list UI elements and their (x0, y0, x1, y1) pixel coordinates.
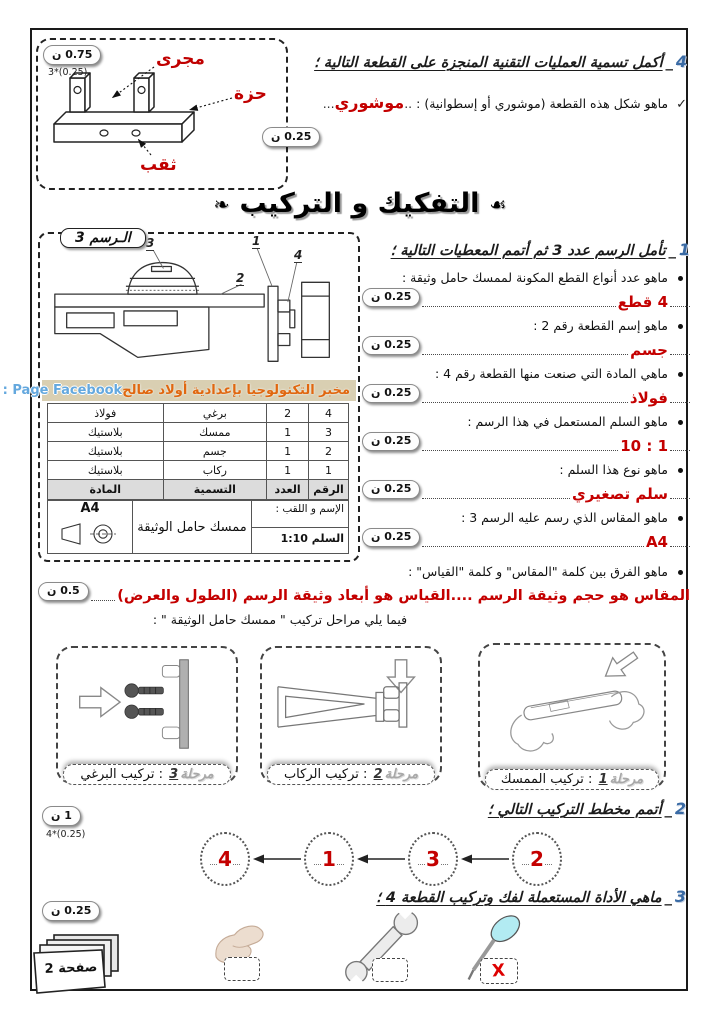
question-text: ماهو نوع هذا السلم : (559, 462, 668, 477)
question-item (362, 366, 690, 407)
arrow-left-icon (355, 852, 407, 866)
watermark-strip (2, 380, 356, 401)
step-caption: مرحلة2 : تركيب الركاب (267, 764, 435, 785)
document-holder-assembly-drawing (41, 234, 355, 380)
score-detail: 3*(0.25) (48, 67, 88, 78)
score-badge: 0.25 ن (362, 480, 420, 499)
question-1-block (362, 240, 690, 551)
score-badge: 0.25 ن (362, 432, 420, 451)
score-badge: 0.25 ن (362, 288, 420, 307)
paper-format: A4 (80, 501, 100, 516)
question-text: ماهو السلم المستعمل في هذا الرسم : (467, 414, 668, 429)
table-row: 2 1 جسم بلاستيك (48, 442, 349, 461)
question-1-heading: 1_تأمل الرسم عدد 3 ثم أتمم المعطيات التالية ؛ (390, 240, 690, 259)
label-groove: مجرى (156, 49, 205, 69)
question-item (362, 270, 690, 311)
question-3-heading: 3_ماهي الأداة المستعملة لفك وتركيب القطعة 4 ؛ (376, 887, 686, 906)
part-number-3: 3 (146, 236, 155, 250)
step-box-3 (56, 646, 238, 784)
step-caption: مرحلة3 : تركيب البرغي (63, 764, 231, 785)
question-text: ماهو عدد أنواع القطع المكونة لممسك حامل وثيقة : (402, 270, 668, 285)
watermark-english: Page Facebook : (2, 383, 123, 398)
wrench-checkbox[interactable] (372, 958, 408, 982)
question-text: ماهو المقاس الذي رسم عليه الرسم 3 : (461, 510, 668, 525)
bullet-icon (678, 516, 683, 521)
sequence-circle: 3 (408, 832, 458, 886)
table-header-row: الرقم العدد التسمية المادة (48, 480, 349, 500)
question-item (362, 510, 690, 551)
watermark-arabic: مخبر التكنولوجيا بإعدادية أولاد صالح (122, 383, 350, 398)
sequence-circle: 2 (512, 832, 562, 886)
step-box-2 (260, 646, 442, 784)
shape-question-text: ماهو شكل هذه القطعة (موشوري أو إسطوانية) : (416, 96, 669, 111)
shape-answer: موشوري (334, 93, 405, 112)
score-badge: 0.25 ن (362, 384, 420, 403)
table-row: 4 2 برغي فولاذ (48, 404, 349, 423)
drawing-3-box (2, 230, 360, 562)
answer-text: 1 : 10 (620, 437, 668, 455)
score-badge: 0.25 ن (362, 336, 420, 355)
question-4-block (295, 52, 687, 112)
score-badge: 0.75 ن (43, 45, 101, 65)
step-box-1 (478, 643, 666, 789)
sequence-circle: 4 (200, 832, 250, 886)
question-item (362, 318, 690, 359)
ornament-icon: ☙ (489, 193, 507, 216)
score-badge: 0.25 ن (362, 528, 420, 547)
part-number-1: 1 (252, 234, 261, 248)
comparison-question-block (38, 564, 690, 604)
selected-answer-mark: X (491, 960, 507, 981)
bullet-icon (678, 420, 683, 425)
question-item (362, 414, 690, 455)
question-2-heading: 2_أتمم مخطط التركيب التالي ؛ (487, 799, 686, 818)
ornament-icon: ❧ (213, 193, 230, 216)
table-row: 3 1 ممسك بلاستيك (48, 423, 349, 442)
part-number-2: 2 (236, 271, 245, 285)
page-number-marker (32, 933, 132, 999)
screws-illustration (65, 654, 229, 754)
question-text: ماهو إسم القطعة رقم 2 : (533, 318, 668, 333)
answer-text: سلم تصغيري (572, 485, 668, 503)
parts-table (47, 403, 349, 500)
page-title: ☙التفكيك و التركيب❧ (0, 188, 720, 219)
document-title: ممسك حامل الوثيقة (133, 500, 251, 554)
title-block (47, 500, 349, 554)
answer-text: A4 (645, 533, 668, 551)
drawing-3-label: الـرسم 3 (60, 228, 146, 248)
bullet-icon (678, 372, 683, 377)
question-item (362, 462, 690, 503)
part-number-4: 4 (294, 248, 303, 262)
bullet-icon (678, 468, 683, 473)
arrow-left-icon (459, 852, 511, 866)
bullet-icon (678, 570, 683, 575)
label-hole: ثقب (140, 155, 177, 175)
stirrup-illustration (269, 654, 433, 754)
table-row: 1 1 ركاب بلاستيك (48, 461, 349, 480)
arrow-left-icon (251, 852, 303, 866)
question-text: ماهي المادة التي صنعت منها القطعة رقم 4 : (434, 366, 668, 381)
bullet-icon (678, 276, 683, 281)
score-detail: 4*(0.25) (46, 829, 86, 840)
bullet-icon (678, 324, 683, 329)
answer-text: المقاس هو حجم وثيقة الرسم ....القياس هو أبعاد وثيقة الرسم (الطول والعرض) (117, 588, 690, 604)
name-label: الإسم و اللقب : (252, 501, 348, 528)
page-number-label: صفحة 2 (44, 960, 98, 977)
check-icon: ✓ (676, 97, 687, 112)
question-4-heading: 4_أكمل تسمية العمليات التقنية المنجزة على القطعة التالية ؛ (314, 52, 687, 71)
question-number: 4 (675, 52, 687, 71)
shape-question-line: ✓ ماهو شكل هذه القطعة (موشوري أو إسطوانية) : ..موشوري... (322, 93, 687, 112)
question-text: ماهو الفرق بين كلمة "المقاس" و كلمة "القياس" : (408, 564, 668, 579)
screwdriver-checkbox[interactable] (480, 958, 518, 984)
score-badge: 0.25 ن (262, 127, 320, 147)
steps-intro-text: فيما يلي مراحل تركيب " ممسك حامل الوثيقة " : (152, 612, 408, 627)
answer-text: جسم (630, 341, 668, 359)
score-badge: 0.5 ن (38, 582, 89, 601)
hands-holding-part-illustration (487, 651, 657, 759)
answer-text: 4 قطع (617, 293, 668, 311)
operations-figure-box (36, 38, 288, 190)
scale-label: السلم 1:10 (280, 532, 344, 545)
step-caption: مرحلة1 : تركيب الممسك (485, 769, 659, 790)
hand-checkbox[interactable] (224, 957, 260, 981)
score-badge: 0.25 ن (42, 901, 100, 921)
score-badge: 1 ن (42, 806, 81, 826)
sequence-circle: 1 (304, 832, 354, 886)
label-notch: حزة (234, 84, 267, 104)
projection-symbol-icon (58, 521, 122, 547)
answer-text: فولاذ (629, 389, 668, 407)
assembly-sequence-diagram (200, 832, 562, 886)
